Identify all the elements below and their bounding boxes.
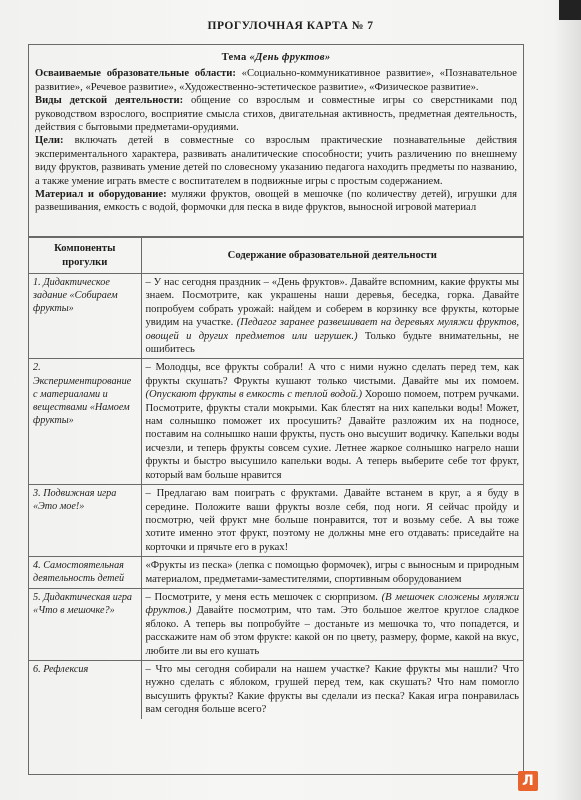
info-label: Осваиваемые образовательные области: — [35, 68, 236, 80]
page-edge-shadow — [553, 0, 581, 800]
header-content: Содержание образовательной деятельности — [141, 238, 523, 274]
page-title: ПРОГУЛОЧНАЯ КАРТА № 7 — [207, 20, 374, 32]
row-component: 4. Самостоятельная деятельность детей — [29, 557, 141, 589]
publisher-logo-icon: Л — [518, 771, 538, 791]
content-text: «Фрукты из песка» (лепка с помощью формочек), игры с выносным и природным материалом, предметами-заместителями, спортивным оборудованием — [145, 560, 519, 585]
theme-name: «День фруктов» — [249, 52, 331, 63]
row-content — [141, 485, 523, 557]
info-label: Цели: — [35, 135, 64, 147]
row-component: 3. Подвижная игра «Это мое!» — [29, 485, 141, 557]
content-text: – У нас сегодня праздник – «День фруктов». Давайте вспомним, какие фрукты мы знаем. Посмотрите, как украшены наши деревья, беседка, горка. Давайте попробуем собрать урожай: найдем и соберем в корзинку все фрукты, которые увидим на участке. — [145, 277, 519, 329]
info-materials — [35, 188, 517, 215]
content-text: – Предлагаю вам поиграть с фруктами. Давайте встанем в круг, а я буду в середине. Положите ваши фрукты возле себя, под ноги. Я сейчас пройду и посмотрю, чей фрукт мне больше понравится, тот и возьму себе. А вы тоже хотите именно этот фрукт, поэтому не должны мне его отдавать: приседайте на корточки и прячьте его в руках! — [145, 488, 519, 553]
row-content — [141, 660, 523, 718]
content-note: (Педагог заранее развешивает на деревьях муляжи фруктов, овощей и других предметов или игрушек.) — [145, 317, 519, 342]
row-component: 6. Рефлексия — [29, 660, 141, 718]
content-text: Хорошо помоем, потрем ручками. Посмотрите, фрукты стали мокрыми. Как блестят на них капельки воды! Может, нам солнышко поможет их просушить? Давайте разложим их на подносе, поставим на солнышко наши фрукты, пусть оно высушит водичку. Капельки воды исчезли, и теперь фрукты совсем сухие. Летнее жаркое солнышко нагрело наши фрукты и быстро высушило капельки воды. А теперь выберите себе тот фрукт, который вам больше нравится — [145, 389, 519, 481]
row-content — [141, 557, 523, 589]
info-activities — [35, 94, 517, 134]
row-content — [141, 274, 523, 359]
info-text: включать детей в совместные со взрослым практические познавательные действия экспериментального характера, развивать аналитические способности; учить различению по внешнему виду фруктов, развивать умение детей по словесному указанию педагога находить предметы по названию, а также умение играть вместе с воспитателем в подвижные игры с простым содержанием. — [35, 135, 517, 187]
info-goals — [35, 134, 517, 188]
table-header-row — [29, 238, 523, 274]
header-components: Компоненты прогулки — [29, 238, 141, 274]
table-row — [29, 359, 523, 485]
row-content — [141, 359, 523, 485]
info-text: общение со взрослым и совместные игры со сверстниками под руководством взрослого, восприятие смысла стихов, двигательная активность, предметная деятельность, действия с бытовыми предметами-орудиями. — [35, 95, 517, 134]
table-row — [29, 588, 523, 660]
info-label: Материал и оборудование: — [35, 189, 167, 201]
activity-table — [29, 237, 523, 719]
scan-corner — [559, 0, 581, 20]
content-text: Давайте посмотрим, что там. Это большое желтое круглое сладкое яблоко. А теперь вы попробуйте – достаньте из мешочка то, что попадется, и расскажите нам об этом фрукте: какой он по цвету, размеру, форме, какой на вкус, любите ли вы его кушать — [145, 605, 519, 657]
table-row — [29, 485, 523, 557]
theme-prefix: Тема — [221, 52, 250, 63]
info-text: «Социально-коммуникативное развитие», «Познавательное развитие», «Речевое развитие», «Художественно-эстетическое развитие», «Физическое развитие». — [35, 68, 518, 93]
content-note: (В мешочек сложены муляжи фруктов.) — [145, 591, 519, 617]
table-row — [29, 274, 523, 359]
table-row — [29, 660, 523, 718]
table-row — [29, 557, 523, 589]
walk-card-frame — [28, 44, 524, 775]
content-text: – Посмотрите, у меня есть мешочек с сюрпризом. — [145, 591, 382, 603]
row-component: 5. Дидактическая игра «Что в мешочке?» — [29, 588, 141, 660]
row-content — [141, 588, 523, 660]
card-theme — [35, 51, 517, 64]
info-areas — [35, 67, 517, 94]
content-text: Только будьте внимательны, не ошибитесь — [145, 330, 520, 356]
row-component: 1. Дидактическое задание «Собираем фрукты» — [29, 274, 141, 359]
info-label: Виды детской деятельности: — [35, 95, 184, 107]
info-text: муляжи фруктов, овощей в мешочке (по количеству детей), игрушки для развешивания, емкость с водой, формочки для песка в виде фруктов, выносной игровой материал — [35, 189, 517, 214]
content-text: – Что мы сегодня собирали на нашем участке? Какие фрукты мы нашли? Что нужно сделать с яблоком, грушей перед тем, как скушать? Что нам помогло высушить фрукты? Какие фрукты вы сделали из песка? Какая игра понравилась вам сегодня больше всего? — [145, 663, 519, 716]
content-text: – Молодцы, все фрукты собрали! А что с ними нужно сделать перед тем, как фрукты скушать? Фрукты кушают только чистыми. Давайте мы их помоем. — [145, 362, 519, 387]
content-note: (Опускают фрукты в емкость с теплой водой.) — [145, 389, 363, 401]
row-component: 2. Экспериментирование с материалами и веществами «Намоем фрукты» — [29, 359, 141, 485]
card-info-block — [29, 45, 523, 237]
